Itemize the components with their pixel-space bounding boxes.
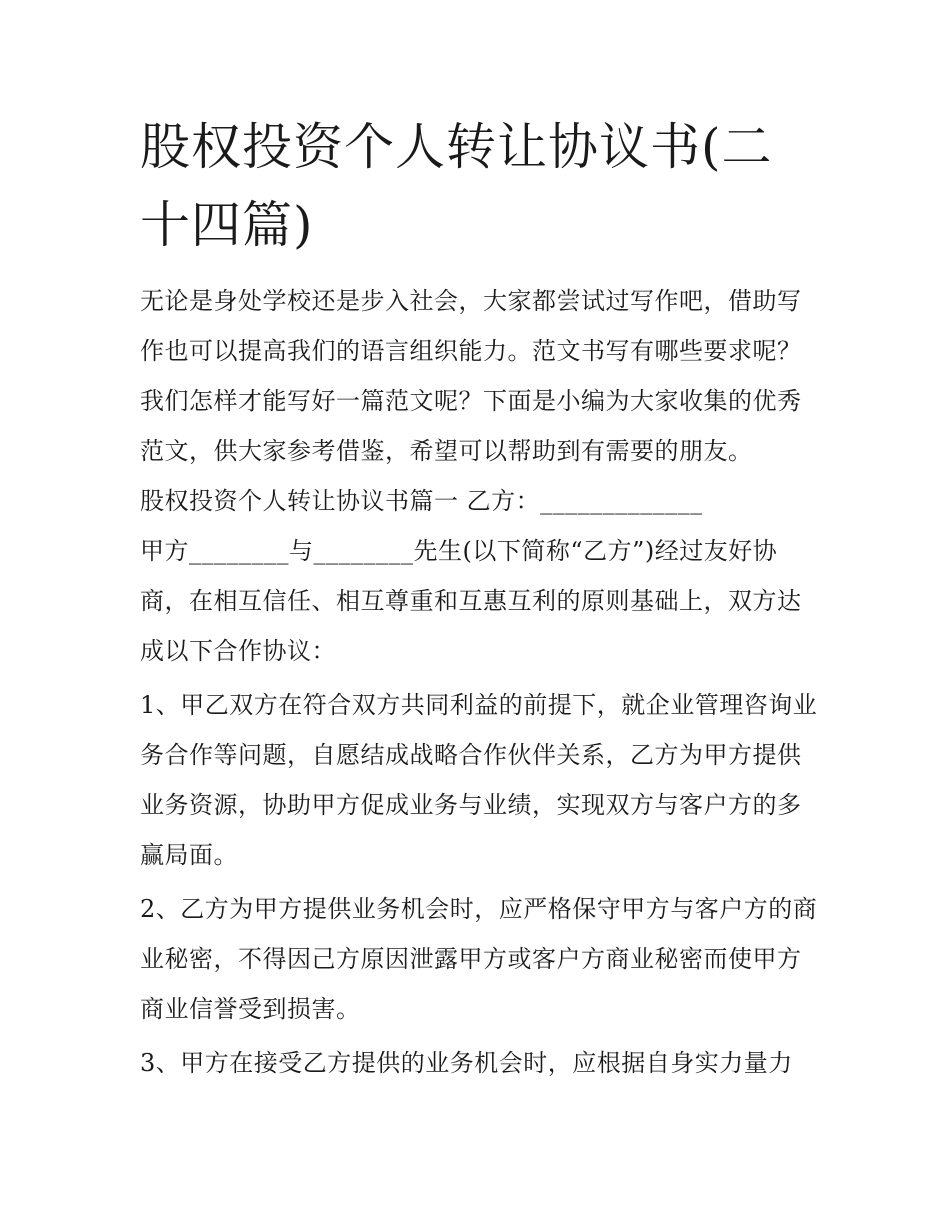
clause-2: 2、乙方为甲方提供业务机会时，应严格保守甲方与客户方的商业秘密，不得因己方原因泄露甲方或客户方商业秘密而使甲方商业信誉受到损害。 <box>140 895 818 1023</box>
parties-paragraph: 甲方________与________先生(以下简称“乙方”)经过友好协商，在相互信任、相互尊重和互惠互利的原则基础上，双方达成以下合作协议： <box>140 537 802 665</box>
clause-1: 1、甲乙双方在符合双方共同利益的前提下，就企业管理咨询业务合作等问题，自愿结成战略合作伙伴关系，乙方为甲方提供业务资源，协助甲方促成业务与业绩，实现双方与客户方的多赢局面。 <box>140 691 818 869</box>
clause-3: 3、甲方在接受乙方提供的业务机会时，应根据自身实力量力 <box>140 1049 793 1077</box>
document-title: 股权投资个人转让协议书(二十四篇) <box>140 118 773 254</box>
intro-paragraph: 无论是身处学校还是步入社会，大家都尝试过写作吧，借助写作也可以提高我们的语言组织能力。范文书写有哪些要求呢？我们怎样才能写好一篇范文呢？下面是小编为大家收集的优秀范文，供大家参考借鉴，希望可以帮助到有需要的朋友。 <box>140 287 802 465</box>
section-heading: 股权投资个人转让协议书篇一 乙方：_____________ <box>140 487 703 515</box>
document-page <box>140 108 820 1088</box>
